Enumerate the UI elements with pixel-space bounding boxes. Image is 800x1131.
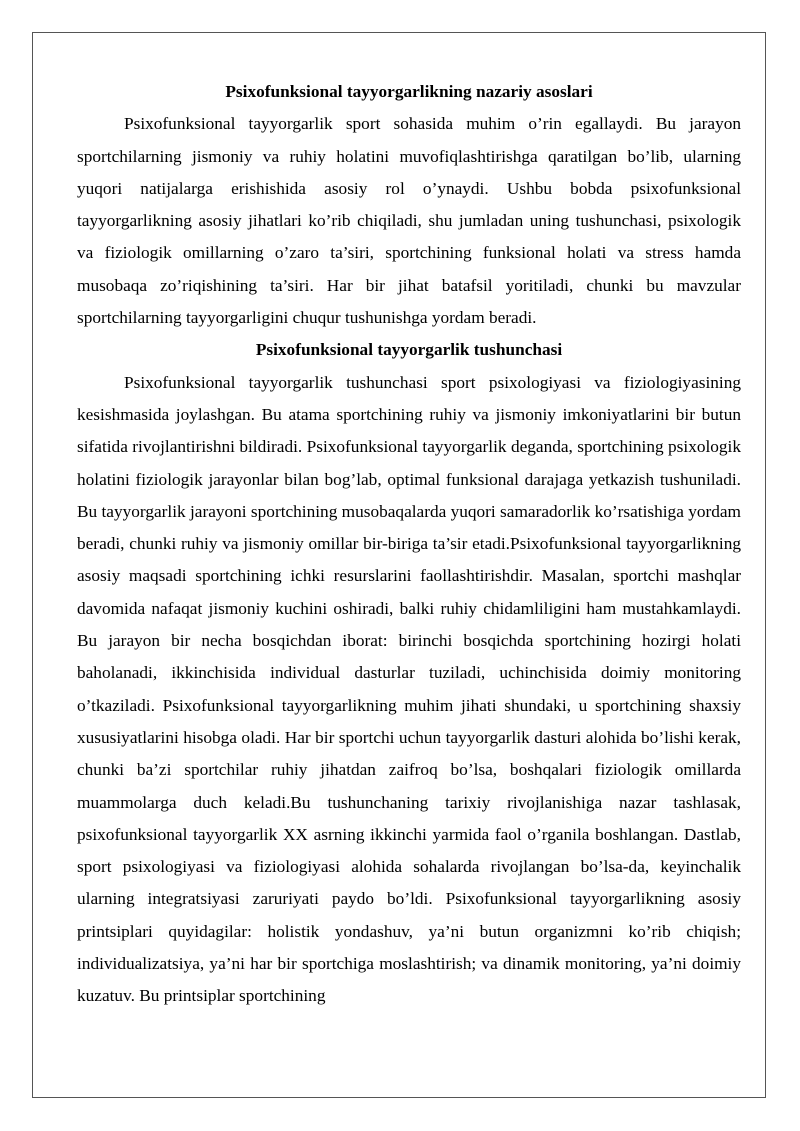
document-title: Psixofunksional tayyorgarlikning nazariy asoslari — [225, 82, 593, 101]
document-body — [77, 76, 741, 1013]
body-paragraph: Psixofunksional tayyorgarlik tushunchasi sport psixologiyasi va fiziologiyasining kesishmasida joylashgan. Bu atama sportchining ruhiy va jismoniy imkoniyatlarini bir butun sifatida rivojlantirishni bildiradi. Psixofunksional tayyorgarlik deganda, sportchining psixologik holatini fiziologik jarayonlar bilan bog’lab, optimal funksional darajaga yetkazish tushuniladi. Bu tayyorgarlik jarayoni sportchining musobaqalarda yuqori samaradorlik ko’rsatishiga yordam beradi, chunki ruhiy va jismoniy omillar bir-biriga ta’sir etadi.Psixofunksional tayyorgarlikning asosiy maqsadi sportchining ichki resurslarini faollashtirishdir. Masalan, sportchi mashqlar davomida nafaqat jismoniy kuchini oshiradi, balki ruhiy chidamliligini ham mustahkamlaydi. Bu jarayon bir necha bosqichdan iborat: birinchi bosqichda sportchining hozirgi holati baholanadi, ikkinchisida individual dasturlar tuziladi, uchinchisida doimiy monitoring o’tkaziladi. Psixofunksional tayyorgarlikning muhim jihati shundaki, u sportchining shaxsiy xususiyatlarini hisobga oladi. Har bir sportchi uchun tayyorgarlik dasturi alohida bo’lishi kerak, chunki ba’zi sportchilar ruhiy jihatdan zaifroq bo’lsa, boshqalari fiziologik omillarda muammolarga duch keladi.Bu tushunchaning tarixiy rivojlanishiga nazar tashlasak, psixofunksional tayyorgarlik XX asrning ikkinchi yarmida faol o’rganila boshlangan. Dastlab, sport psixologiyasi va fiziologiyasi alohida sohalarda rivojlangan bo’lsa-da, keyinchalik ularning integratsiyasi zaruriyati paydo bo’ldi. Psixofunksional tayyorgarlikning asosiy printsiplari quyidagilar: holistik yondashuv, ya’ni butun organizmni ko’rib chiqish; individualizatsiya, ya’ni har bir sportchiga moslashtirish; va dinamik monitoring, ya’ni doimiy kuzatuv. Bu printsiplar sportchining — [77, 372, 741, 1006]
section-heading: Psixofunksional tayyorgarlik tushunchasi — [255, 340, 563, 360]
intro-paragraph: Psixofunksional tayyorgarlik sport sohasida muhim o’rin egallaydi. Bu jarayon sportchilarning jismoniy va ruhiy holatini muvofiqlashtirishga qaratilgan bo’lib, ularning yuqori natijalarga erishishida asosiy rol o’ynaydi. Ushbu bobda psixofunksional tayyorgarlikning asosiy jihatlari ko’rib chiqiladi, shu jumladan uning tushunchasi, psixologik va fiziologik omillarning o’zaro ta’siri, sportchining funksional holati va stress hamda musobaqa zo’riqishining ta’siri. Har bir jihat batafsil yoritiladi, chunki bu mavzular sportchilarning tayyorgarligini chuqur tushunishga yordam beradi. — [77, 114, 741, 328]
